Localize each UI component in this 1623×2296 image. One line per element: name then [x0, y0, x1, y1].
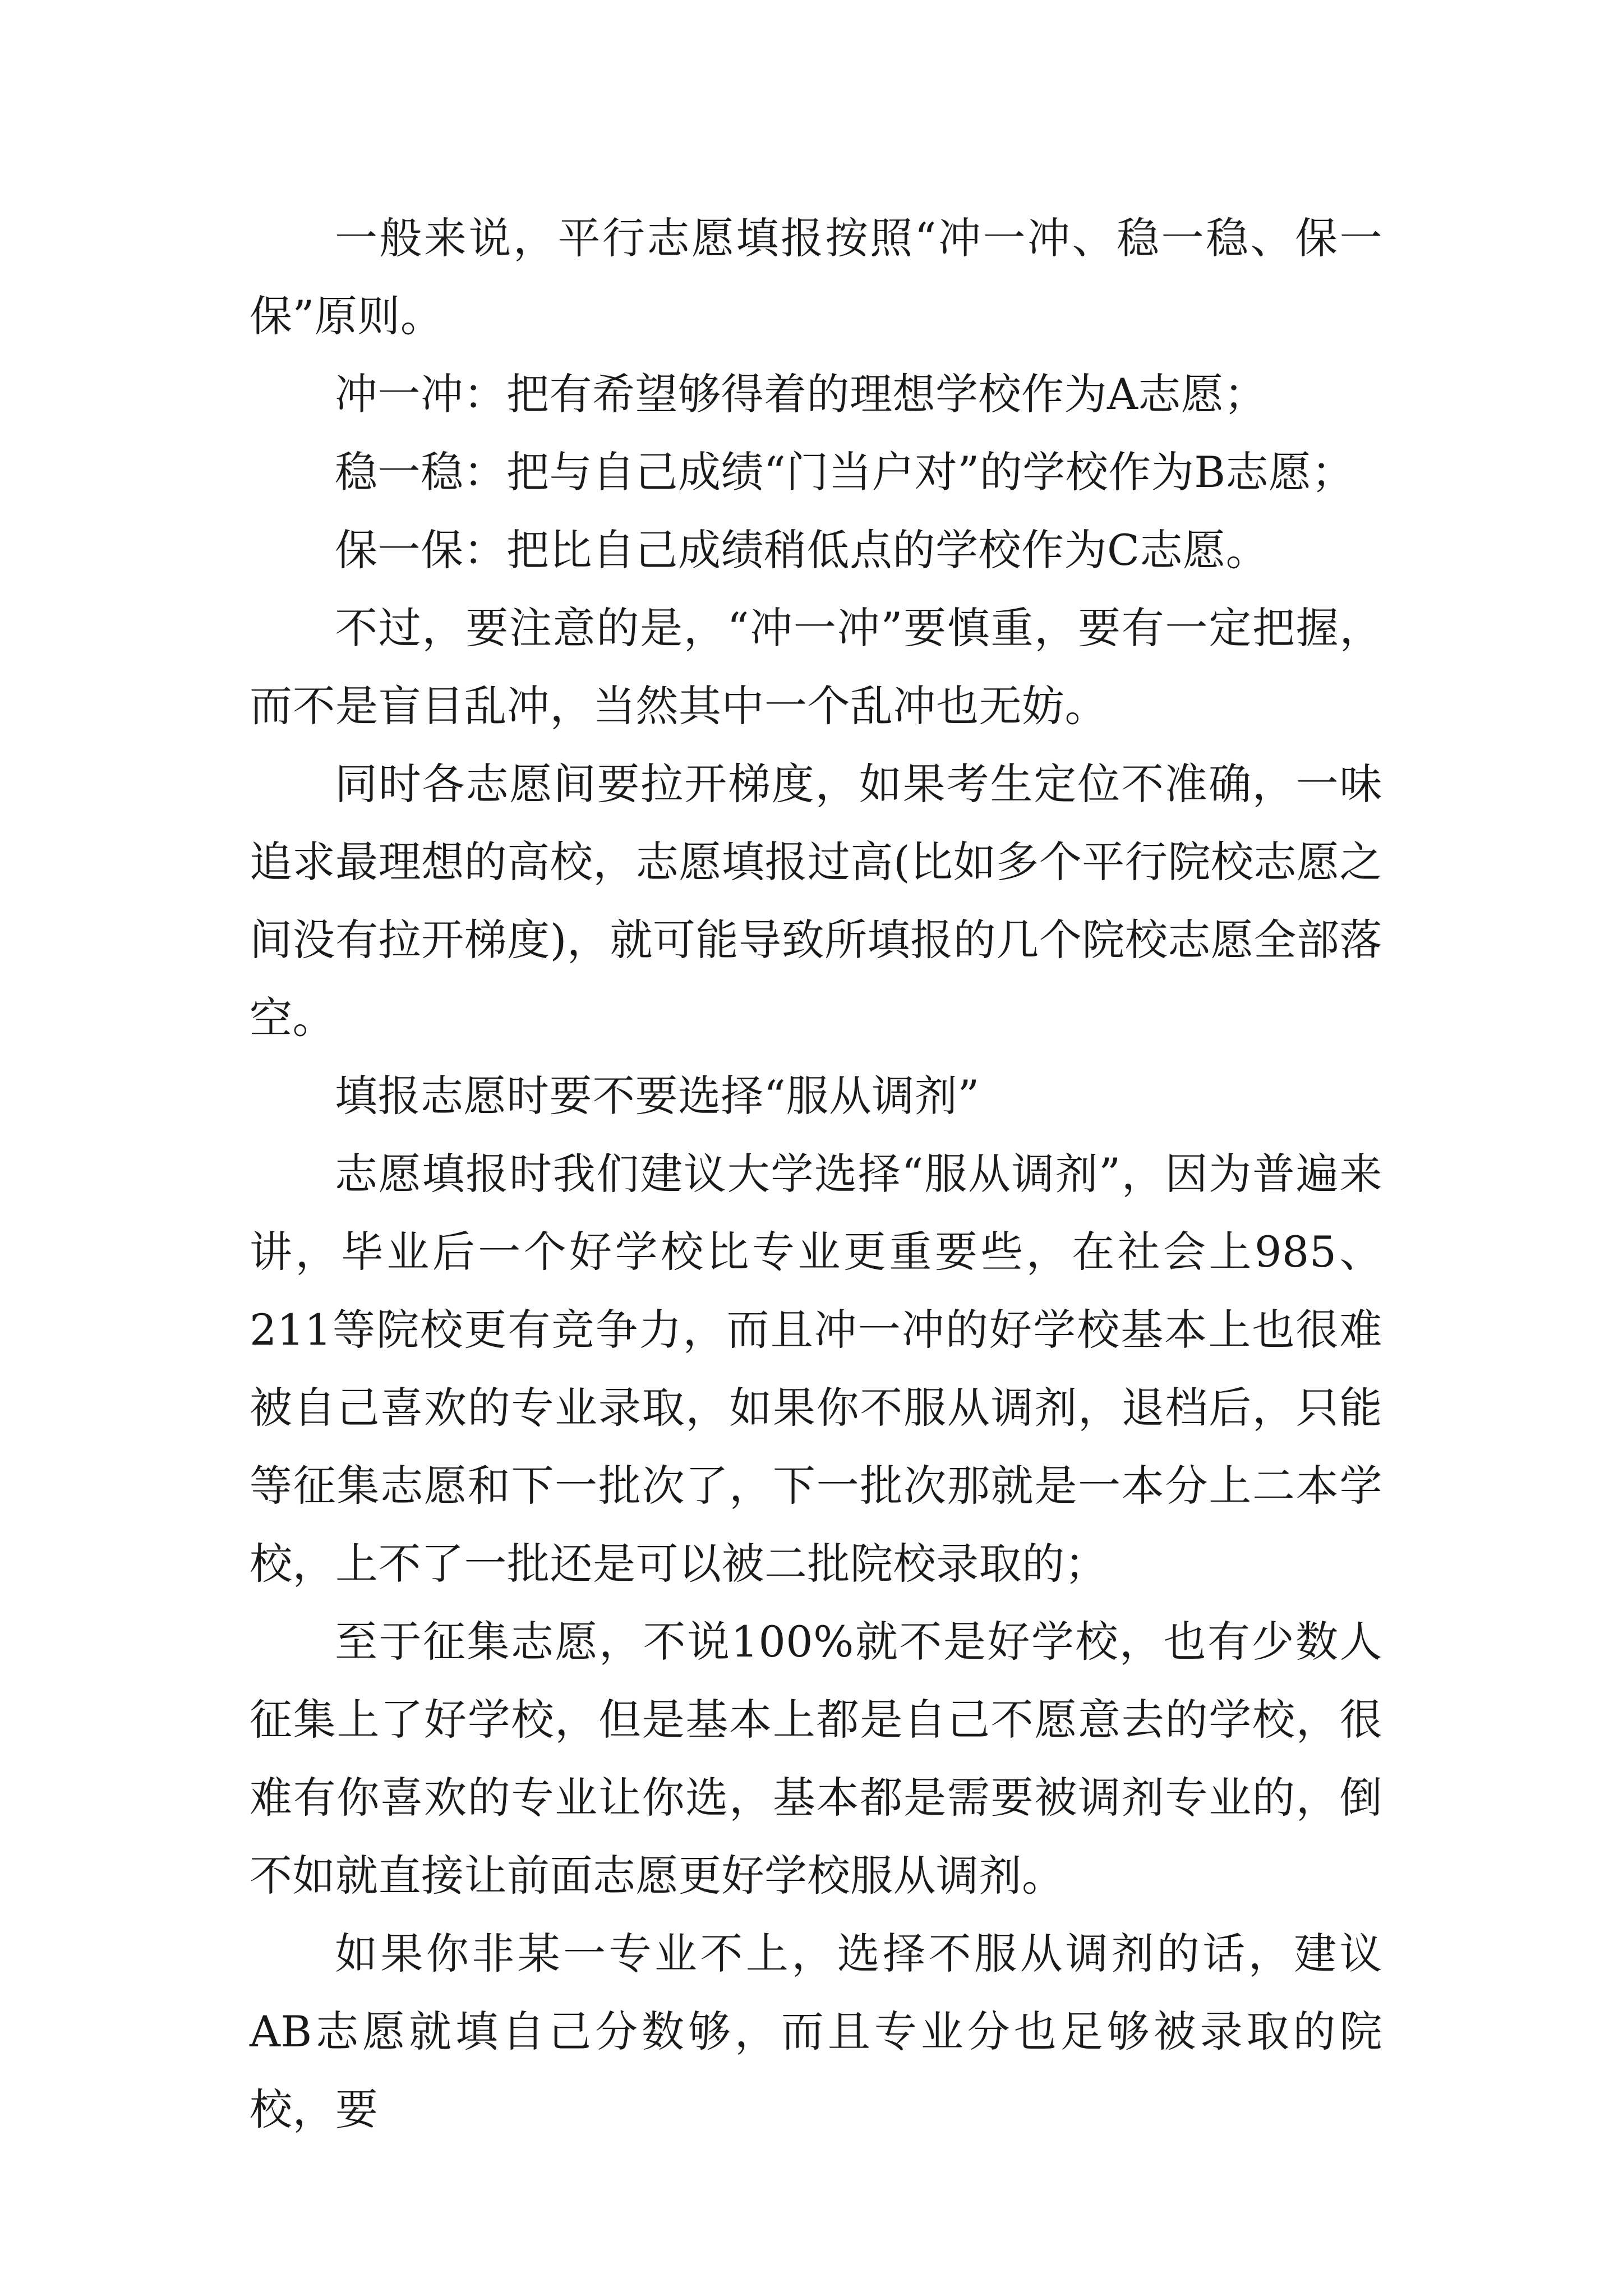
paragraph-intro: 一般来说，平行志愿填报按照“冲一冲、稳一稳、保一保”原则。 — [250, 213, 1382, 341]
paragraph-bao: 保一保：把比自己成绩稍低点的学校作为C志愿。 — [335, 525, 1269, 575]
paragraph-wen: 稳一稳：把与自己成绩“门当户对”的学校作为B志愿； — [335, 447, 1355, 497]
document-body — [250, 199, 1382, 2148]
paragraph-caution: 不过，要注意的是，“冲一冲”要慎重，要有一定把握，而不是盲目乱冲，当然其中一个乱冲也无妨。 — [250, 603, 1382, 731]
paragraph-heading-adjustment: 填报志愿时要不要选择“服从调剂” — [335, 1071, 980, 1121]
paragraph-gradient: 同时各志愿间要拉开梯度，如果考生定位不准确，一味追求最理想的高校，志愿填报过高(比如多个平行院校志愿之间没有拉开梯度)，就可能导致所填报的几个院校志愿全部落空。 — [250, 759, 1382, 1043]
paragraph-collection: 至于征集志愿，不说100%就不是好学校，也有少数人征集上了好学校，但是基本上都是自己不愿意去的学校，很难有你喜欢的专业让你选，基本都是需要被调剂专业的，倒不如就直接让前面志愿更好学校服从调剂。 — [250, 1617, 1382, 1901]
paragraph-chong: 冲一冲：把有希望够得着的理想学校作为A志愿； — [335, 369, 1267, 419]
paragraph-adjustment-advice: 志愿填报时我们建议大学选择“服从调剂”，因为普遍来讲，毕业后一个好学校比专业更重要些，在社会上985、211等院校更有竞争力，而且冲一冲的好学校基本上也很难被自己喜欢的专业录取，如果你不服从调剂，退档后，只能等征集志愿和下一批次了，下一批次那就是一本分上二本学校，上不了一批还是可以被二批院校录取的； — [250, 1149, 1382, 1589]
paragraph-no-adjustment: 如果你非某一专业不上，选择不服从调剂的话，建议AB志愿就填自己分数够，而且专业分也足够被录取的院校，要 — [250, 1929, 1382, 2134]
